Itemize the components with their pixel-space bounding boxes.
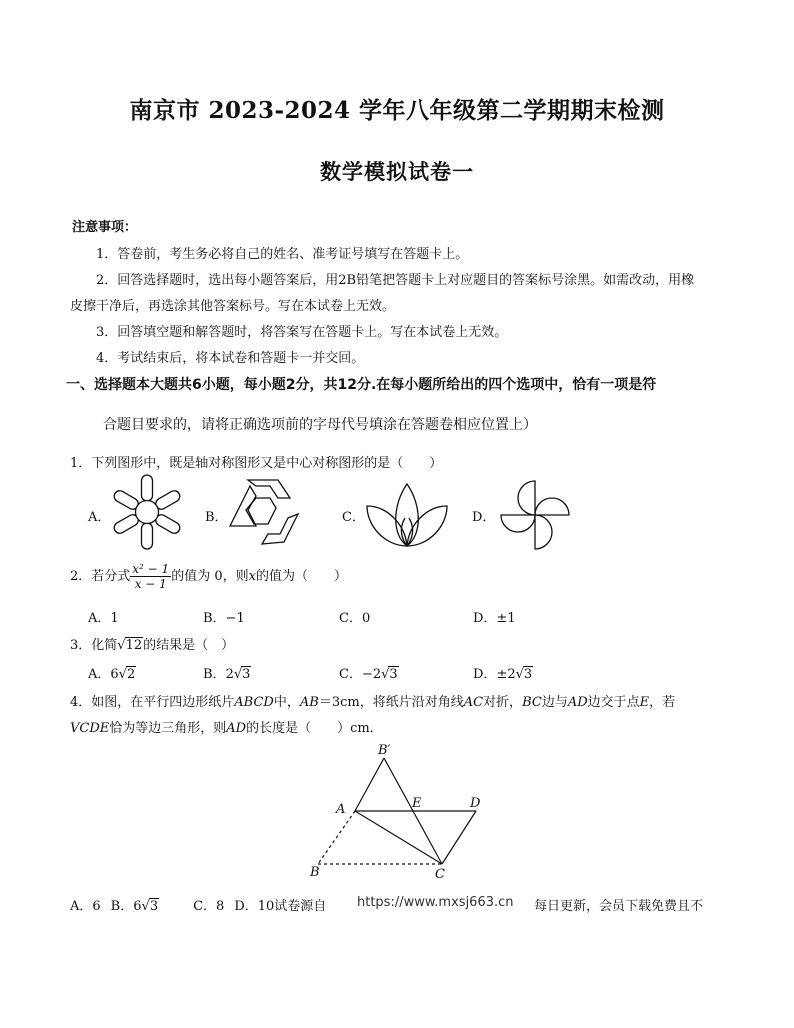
q1-option-c-label: C．	[342, 510, 365, 525]
q4-math: E	[639, 695, 650, 710]
question-1-stem: 1．下列图形中，既是轴对称图形又是中心对称图形的是（ ）	[70, 456, 443, 471]
label-b-prime: B′	[378, 743, 391, 758]
q2-fraction	[130, 562, 171, 591]
q2-fraction-numerator: x² − 1	[132, 562, 170, 576]
q3-option-d-coef: ±2	[496, 667, 516, 682]
q3-radicand: 12	[125, 638, 143, 653]
q2-option-c: C．0	[339, 611, 371, 626]
q3-option-c	[339, 663, 399, 682]
parallelogram-fold-diagram	[300, 740, 500, 880]
q1-option-b-label: B．	[205, 510, 228, 525]
q3-option-b-rad: 3	[242, 667, 251, 682]
q4-math: AB	[299, 695, 319, 710]
q3-option-a-rad: 2	[126, 667, 136, 682]
label-d: D	[470, 796, 481, 811]
sqrt-sign: √	[233, 667, 243, 682]
section-heading-line2: 合题目要求的，请将正确选项前的字母代号填涂在答题卷相应位置上）	[103, 417, 537, 433]
q4-text: 中，	[273, 695, 300, 710]
q4-text: 边与	[541, 695, 568, 710]
q2-fraction-denominator: x − 1	[134, 577, 167, 591]
q4-text: 边交于点	[587, 695, 640, 710]
question-3-stem	[70, 634, 234, 653]
q4-text: 的长度是（ ）cm．	[246, 721, 383, 736]
segment-ab-dashed	[318, 811, 355, 864]
q3-option-c-rad: 3	[389, 667, 398, 682]
q4-math: BC	[522, 695, 542, 710]
note-item: 皮擦干净后，再选涂其他答案标号。写在本试卷上无效。	[70, 299, 396, 314]
q3-option-b-label: B．	[203, 667, 226, 682]
question-4-line1	[70, 691, 675, 710]
page-subtitle: 数学模拟试卷一	[320, 159, 474, 184]
q4-text: ，若	[649, 695, 676, 710]
q3-option-b	[203, 663, 251, 682]
sqrt-sign: √	[381, 667, 390, 682]
lotus-icon	[365, 482, 449, 548]
q4-text: 4．如图，在平行四边形纸片	[70, 695, 235, 710]
segment-ab-prime	[355, 758, 384, 811]
q4-option-b-coef: 6	[133, 899, 142, 914]
sqrt-sign: √	[141, 899, 150, 914]
sqrt-sign: √	[515, 667, 524, 682]
page-title: 南京市 2023-2024 学年八年级第二学期期末检测	[129, 97, 665, 124]
question-2-stem	[70, 562, 347, 592]
segment-ac	[355, 811, 442, 864]
q3-suffix: 的结果是（ ）	[143, 638, 235, 653]
q4-text: ＝3cm，将纸片沿对角线	[318, 695, 464, 710]
label-e: E	[412, 796, 422, 811]
q2-mid: 的值为 0，则	[171, 569, 249, 584]
q3-option-a-coef: 6	[110, 667, 119, 682]
q2-option-a: A．1	[88, 611, 119, 626]
sqrt-sign: √	[118, 667, 127, 682]
source-url-link[interactable]: https://www.mxsj663.cn	[357, 895, 514, 910]
q4-math: AD	[226, 721, 247, 736]
section-heading	[66, 374, 656, 394]
q4-math: ABCD	[234, 695, 274, 710]
triangle-arrows-icon	[226, 478, 300, 548]
q4-option-d: D．10试卷源自	[234, 899, 327, 914]
q3-option-c-label: C．	[339, 667, 362, 682]
source-note-tail: 每日更新，会员下载免费且不	[534, 899, 704, 914]
flower-icon	[108, 473, 186, 551]
q3-option-d-label: D．	[473, 667, 497, 682]
question-4-line2	[70, 717, 383, 736]
q4-option-c: C．8	[193, 899, 225, 914]
note-item: 4．考试结束后，将本试卷和答题卡一并交回。	[96, 351, 365, 366]
sqrt-sign: √	[117, 638, 126, 653]
q4-text: 对折，	[483, 695, 523, 710]
q2-var: x	[248, 569, 256, 584]
q2-suffix: 的值为（ ）	[255, 569, 347, 584]
q4-option-b-rad: 3	[149, 899, 159, 914]
q2-prefix: 2．若分式	[70, 569, 131, 584]
pinwheel-icon	[497, 478, 573, 552]
q4-text: 恰为等边三角形，则	[109, 721, 227, 736]
q2-option-b: B．−1	[203, 611, 245, 626]
q1-option-a-label: A．	[88, 510, 111, 525]
label-c: C	[435, 867, 445, 882]
q3-prefix: 3．化简	[70, 638, 118, 653]
note-item: 1．答卷前，考生务必将自己的姓名、准考证号填写在答题卡上。	[96, 247, 469, 262]
q3-option-a	[88, 663, 136, 682]
section-heading-line1: 一、选择题本大题共6小题，每小题2分，共12分.在每小题所给出的四个选项中，恰有一项是符	[66, 377, 657, 393]
segment-dc	[442, 811, 476, 864]
q3-option-a-label: A．	[88, 667, 111, 682]
label-a: A	[336, 802, 346, 817]
q1-option-d-label: D．	[472, 510, 496, 525]
q4-option-a: A．6	[70, 899, 101, 914]
q3-option-d-rad: 3	[523, 667, 533, 682]
q4-math: AD	[567, 695, 588, 710]
note-item: 3．回答填空题和解答题时，将答案写在答题卡上。写在本试卷上无效。	[96, 325, 508, 340]
q4-option-b-label: B．	[110, 899, 134, 914]
q4-options-line	[70, 895, 326, 914]
notes-heading: 注意事项：	[72, 220, 138, 235]
q3-option-b-coef: 2	[225, 667, 234, 682]
q3-option-d	[473, 663, 533, 682]
label-b: B	[310, 865, 320, 880]
q4-math: AC	[463, 695, 484, 710]
note-item: 2．回答选择题时，选出每小题答案后，用2B铅笔把答题卡上对应题目的答案标号涂黑。如需改动，用橡	[96, 273, 695, 288]
q3-option-c-coef: −2	[361, 667, 382, 682]
q2-option-d: D．±1	[473, 611, 516, 626]
q4-math: VCDE	[70, 721, 110, 736]
